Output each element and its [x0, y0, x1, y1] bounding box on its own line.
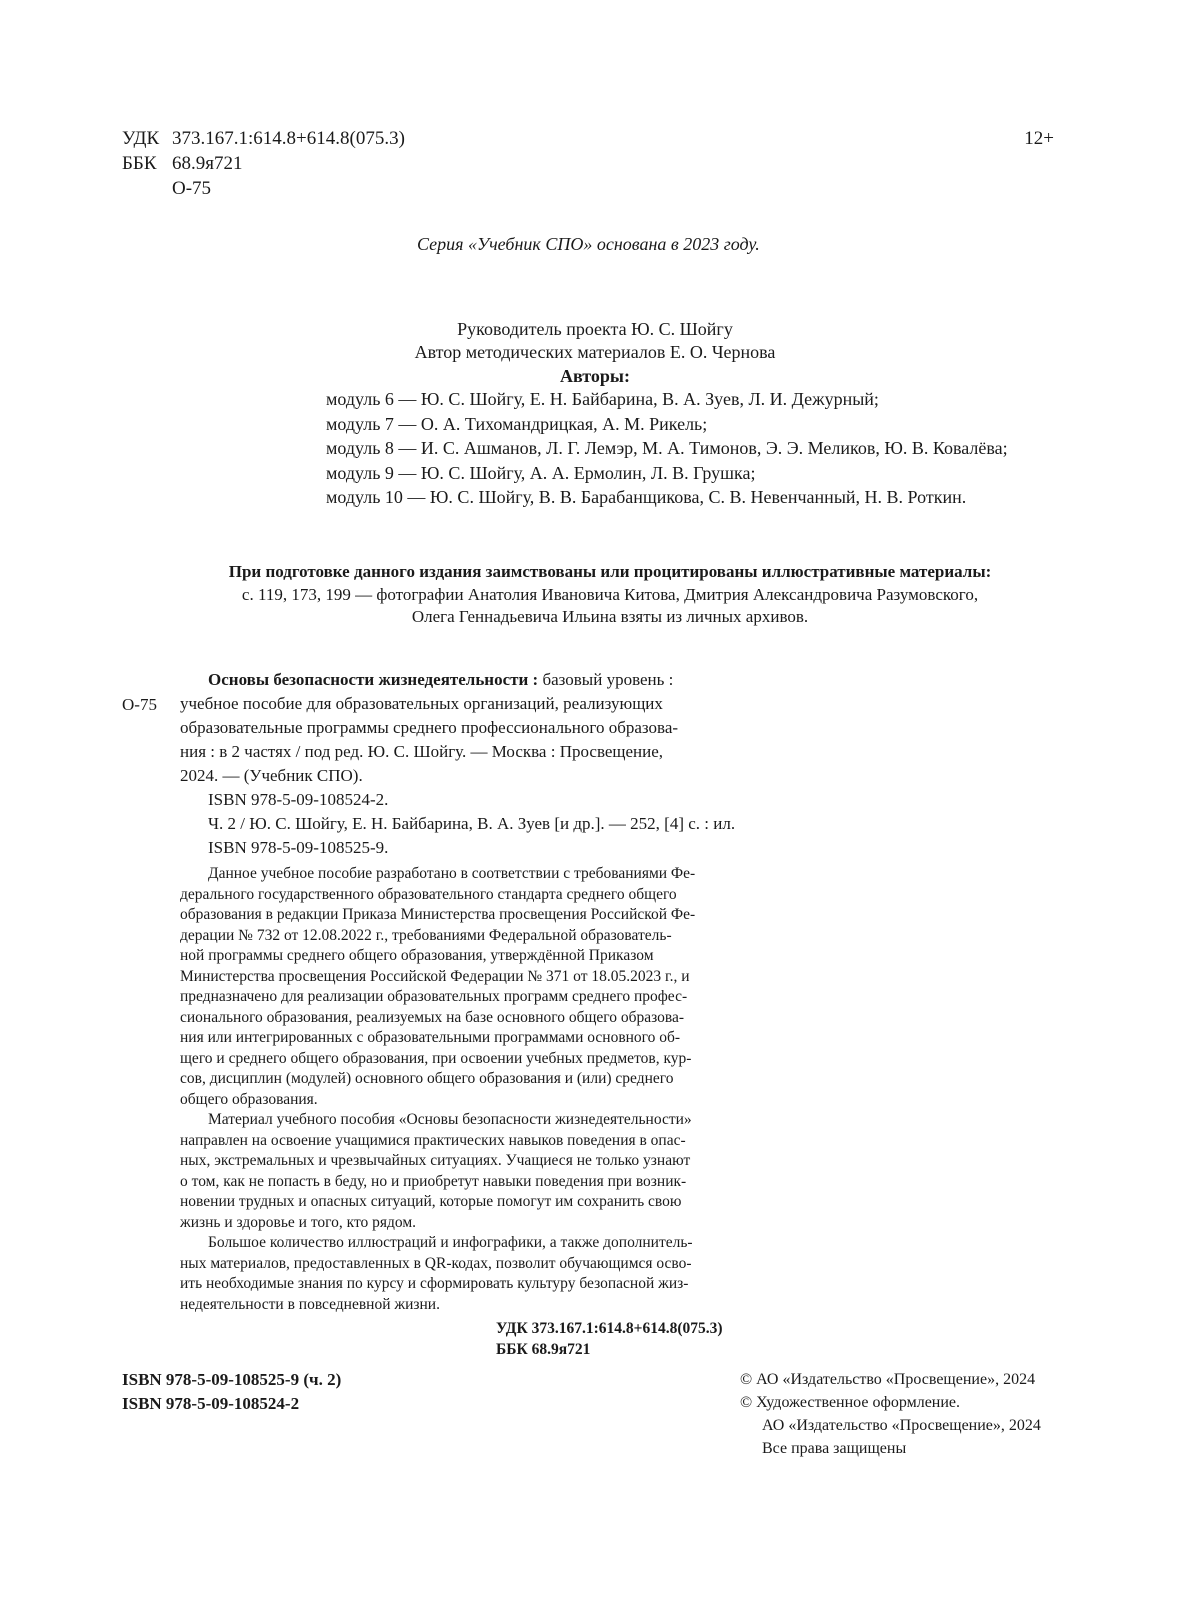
annotation-paragraph-3	[180, 1233, 768, 1315]
book-level: базовый уровень :	[542, 670, 674, 689]
annotation-paragraph-1	[180, 864, 768, 1110]
annotation-line: Материал учебного пособия «Основы безопасности жизнедеятельности»	[208, 1111, 692, 1128]
annotation-line: Большое количество иллюстраций и инфографики, а также дополнитель-	[208, 1234, 693, 1251]
catalog-line: образовательные программы среднего профессионального образова-	[180, 718, 679, 737]
author-module-9: модуль 9 — Ю. С. Шойгу, А. А. Ермолин, Л. В. Грушка;	[326, 462, 756, 483]
author-module-7: модуль 7 — О. А. Тихомандрицкая, А. М. Рикель;	[326, 413, 708, 434]
annotation-line: Министерства просвещения Российской Федерации № 371 от 18.05.2023 г., и	[180, 967, 690, 985]
illustrations-credit-line2: Олега Геннадьевича Ильина взяты из личных архивов.	[411, 607, 809, 626]
annotation-line: сионального образования, реализуемых на базе основного общего образова-	[180, 1008, 685, 1026]
annotation-line: Данное учебное пособие разработано в соответствии с требованиями Фе-	[208, 865, 696, 882]
catalog-line: ния : в 2 частях / под ред. Ю. С. Шойгу. — Москва : Просвещение,	[180, 742, 664, 761]
udk-value: 373.167.1:614.8+614.8(075.3)	[172, 128, 405, 149]
catalog-card	[180, 668, 768, 1360]
copyright-design: © Художественное оформление.	[740, 1394, 961, 1411]
author-module-10: модуль 10 — Ю. С. Шойгу, В. В. Барабанщикова, С. В. Невенчанный, Н. В. Роткин.	[326, 487, 967, 507]
annotation-line: о том, как не попасть в беду, но и приобретут навыки поведения при возник-	[180, 1172, 687, 1190]
bbk-value: 68.9я721	[172, 153, 243, 174]
catalog-classification	[180, 1319, 768, 1360]
part-line: Ч. 2 / Ю. С. Шойгу, Е. Н. Байбарина, В. А. Зуев [и др.]. — 252, [4] с. : ил.	[208, 814, 736, 833]
annotation-line: ить необходимые знания по курсу и сформировать культуру безопасной жиз-	[180, 1275, 689, 1292]
copyright-block	[740, 1368, 1041, 1460]
annotation-line: дерации № 732 от 12.08.2022 г., требованиями Федеральной образователь-	[180, 926, 672, 944]
annotation-line: ния или интегрированных с образовательными программами основного об-	[180, 1029, 681, 1046]
footer-isbn-set: ISBN 978-5-09-108524-2	[122, 1394, 300, 1413]
catalog-title-line	[180, 668, 768, 692]
illustrations-credit-line1: с. 119, 173, 199 — фотографии Анатолия Ивановича Китова, Дмитрия Александровича Разумовского,	[241, 585, 979, 604]
catalog-mark: О-75	[122, 695, 157, 714]
illustrations-heading: При подготовке данного издания заимствованы или процитированы иллюстративные материалы:	[228, 562, 992, 581]
copyright-design-owner: АО «Издательство «Просвещение», 2024	[762, 1417, 1041, 1434]
author-mark: О-75	[172, 178, 212, 199]
author-module-6: модуль 6 — Ю. С. Шойгу, Е. Н. Байбарина, В. А. Зуев, Л. И. Дежурный;	[326, 389, 879, 409]
udk-footer: УДК 373.167.1:614.8+614.8(075.3)	[496, 1320, 723, 1337]
annotation-line: направлен на освоение учащимися практических навыков поведения в опас-	[180, 1131, 686, 1149]
book-title: Основы безопасности жизнедеятельности :	[208, 670, 539, 689]
methodology-author: Автор методических материалов Е. О. Чернова	[414, 342, 776, 362]
project-lead: Руководитель проекта Ю. С. Шойгу	[457, 319, 733, 339]
annotation-line: жизнь и здоровье и того, кто рядом.	[180, 1213, 417, 1231]
annotation-line: ной программы среднего общего образования, утверждённой Приказом	[180, 947, 654, 964]
catalog-line: учебное пособие для образовательных организаций, реализующих	[180, 694, 663, 713]
annotation-line: ных, экстремальных и чрезвычайных ситуациях. Учащиеся не только узнают	[180, 1152, 691, 1169]
annotation-line: щего и среднего общего образования, при освоении учебных предметов, кур-	[180, 1049, 692, 1067]
annotation-line: предназначено для реализации образовательных программ среднего профес-	[180, 988, 688, 1005]
annotation-line: сов, дисциплин (модулей) основного общего образования и (или) среднего	[180, 1070, 674, 1087]
footer-isbn-part: ISBN 978-5-09-108525-9 (ч. 2)	[122, 1370, 342, 1389]
catalog-line: 2024. — (Учебник СПО).	[180, 766, 363, 785]
rights-reserved: Все права защищены	[762, 1440, 907, 1457]
annotation-line: дерального государственного образовательного стандарта среднего общего	[180, 885, 677, 903]
annotation-paragraph-2	[180, 1110, 768, 1233]
authors-heading: Авторы:	[560, 366, 630, 386]
copyright-publisher: © АО «Издательство «Просвещение», 2024	[740, 1371, 1036, 1388]
annotation-line: ных материалов, предоставленных в QR-кодах, позволит обучающимся осво-	[180, 1254, 692, 1272]
annotation-line: недеятельности в повседневной жизни.	[180, 1295, 440, 1313]
isbn-set: ISBN 978-5-09-108524-2.	[208, 790, 389, 809]
author-module-8: модуль 8 — И. С. Ашманов, Л. Г. Лемэр, М. А. Тимонов, Э. Э. Меликов, Ю. В. Ковалёва;	[326, 438, 1008, 458]
annotation-line: новении трудных и опасных ситуаций, которые помогут им сохранить свою	[180, 1193, 682, 1210]
series-note: Серия «Учебник СПО» основана в 2023 году.	[417, 234, 760, 254]
footer-isbn-block	[122, 1368, 341, 1416]
annotation-line: общего образования.	[180, 1090, 318, 1108]
isbn-part: ISBN 978-5-09-108525-9.	[208, 838, 389, 857]
bbk-footer: ББК 68.9я721	[496, 1340, 591, 1358]
bbk-label: ББК	[122, 153, 157, 174]
udk-label: УДК	[122, 128, 160, 149]
age-rating-badge: 12+	[1024, 128, 1054, 149]
authors-list	[326, 387, 1008, 510]
annotation-line: образования в редакции Приказа Министерства просвещения Российской Фе-	[180, 906, 696, 923]
